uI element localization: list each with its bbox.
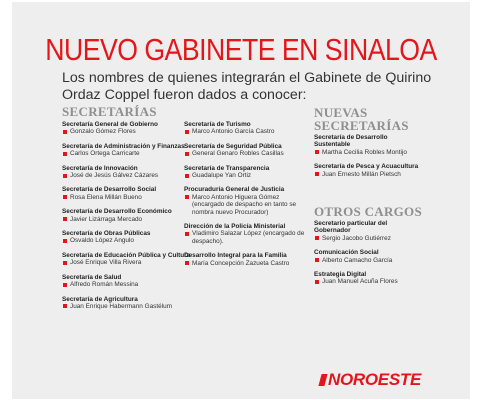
- cabinet-entry: [62, 143, 192, 158]
- person-name: Alberto Camacho García: [322, 256, 393, 264]
- cabinet-person: [314, 171, 424, 178]
- person-name: Marco Antonio Higuera Gómez (encargado de despacho en tanto se nombra nuevo Procurador): [192, 193, 297, 216]
- cabinet-entry: [184, 121, 310, 136]
- bullet-marker: [185, 152, 189, 156]
- secretarias-column-1: [62, 121, 192, 317]
- cabinet-entry: [314, 134, 424, 156]
- bullet-marker: [185, 195, 189, 199]
- cabinet-person: [314, 149, 424, 156]
- cabinet-person: [62, 259, 192, 266]
- intro-text: Los nombres de quienes integrarán el Gabinete de Quirino Ordaz Coppel fueron dados a conocer:: [62, 70, 432, 103]
- bullet-marker: [63, 130, 67, 134]
- cabinet-person: [62, 172, 192, 179]
- cabinet-person: [62, 128, 192, 135]
- heading-otros-cargos: OTROS CARGOS: [314, 204, 422, 219]
- cabinet-entry: [314, 163, 424, 178]
- cabinet-role: Secretaría de Educación Pública y Cultura: [62, 251, 191, 259]
- person-name: Guadalupe Yan Ortiz: [192, 172, 252, 180]
- cabinet-entry: [62, 165, 192, 180]
- cabinet-role: Secretaría de Seguridad Pública: [184, 142, 282, 150]
- cabinet-person: [62, 303, 192, 310]
- cabinet-role: Secretaría de Agricultura: [62, 295, 138, 303]
- bullet-marker: [315, 236, 319, 240]
- cabinet-entry: [62, 208, 192, 223]
- person-name: General Genaro Robles Casillas: [192, 150, 284, 158]
- cabinet-role: Secretaría de Salud: [62, 273, 122, 281]
- cabinet-person: [184, 194, 310, 216]
- cabinet-role: Procuraduría General de Justicia: [184, 186, 285, 194]
- bullet-marker: [315, 172, 319, 176]
- logo-mark-icon: [318, 374, 327, 386]
- bullet-marker: [63, 239, 67, 243]
- cabinet-entry: [62, 274, 192, 289]
- cabinet-role: Secretaría de Administración y Finanzas: [62, 142, 185, 150]
- cabinet-role: Secretaría de Innovación: [62, 164, 138, 172]
- heading-nuevas-secretarias: SECRETARÍAS: [314, 118, 409, 133]
- cabinet-person: [314, 278, 424, 285]
- cabinet-entry: [184, 165, 310, 180]
- bullet-marker: [185, 232, 189, 236]
- cabinet-entry: [184, 252, 310, 267]
- cabinet-role: Secretaría General de Gobierno: [62, 121, 158, 128]
- cabinet-entry: [62, 186, 192, 201]
- cabinet-role: Comunicación Social: [314, 249, 379, 257]
- bullet-marker: [185, 130, 189, 134]
- cabinet-person: [62, 216, 192, 223]
- cabinet-person: [62, 194, 192, 201]
- secretarias-column-2: [184, 121, 310, 274]
- cabinet-role: Secretaría de Pesca y Acuacultura: [314, 163, 419, 171]
- cabinet-entry: [314, 220, 424, 242]
- cabinet-entry: [184, 186, 310, 216]
- cabinet-person: [62, 237, 192, 244]
- nuevas-column: [314, 134, 424, 185]
- bullet-marker: [63, 217, 67, 221]
- person-name: José Enrique Villa Rivera: [70, 259, 142, 267]
- noroeste-logo: [320, 370, 421, 390]
- cabinet-person: [184, 128, 310, 135]
- bullet-marker: [63, 174, 67, 178]
- cabinet-entry: [62, 296, 192, 311]
- person-name: Carlos Ortega Carricarte: [70, 150, 140, 158]
- person-name: Gonzalo Gómez Flores: [70, 128, 136, 136]
- cabinet-role: Secretaría de Transparencia: [184, 164, 270, 172]
- person-name: Martha Cecilia Robles Montijo: [322, 148, 407, 156]
- bullet-marker: [315, 150, 319, 154]
- cabinet-person: [184, 150, 310, 157]
- cabinet-person: [184, 172, 310, 179]
- person-name: María Concepción Zazueta Castro: [192, 259, 290, 267]
- cabinet-entry: [314, 249, 424, 264]
- bullet-marker: [185, 261, 189, 265]
- cabinet-person: [314, 235, 424, 242]
- person-name: Juan Manuel Acuña Flores: [322, 278, 398, 286]
- person-name: José de Jesús Gálvez Cázares: [70, 172, 159, 180]
- bullet-marker: [63, 152, 67, 156]
- person-name: Vladimiro Salazar López (encargado de despacho).: [192, 230, 305, 245]
- cabinet-role: Estrategia Digital: [314, 271, 367, 279]
- cabinet-role: Secretaría de Desarrollo Sustentable: [314, 134, 388, 149]
- person-name: Osvaldo López Angulo: [70, 237, 134, 245]
- bullet-marker: [315, 280, 319, 284]
- otros-column: [314, 220, 424, 293]
- heading-secretarias: SECRETARÍAS: [62, 104, 157, 119]
- cabinet-entry: [314, 271, 424, 286]
- page-title: NUEVO GABINETE EN SINALOA: [45, 32, 437, 67]
- bullet-marker: [63, 261, 67, 265]
- bullet-marker: [63, 195, 67, 199]
- cabinet-role: Secretaría de Desarrollo Social: [62, 186, 157, 194]
- cabinet-role: Secretaría de Obras Públicas: [62, 230, 151, 238]
- heading-nuevas: NUEVAS: [314, 105, 368, 120]
- bullet-marker: [63, 304, 67, 308]
- logo-text: NOROESTE: [328, 370, 422, 389]
- cabinet-role: Secretaría de Turismo: [184, 121, 251, 128]
- person-name: Juan Enrique Habermann Gastélum: [70, 302, 172, 310]
- cabinet-person: [314, 257, 424, 264]
- cabinet-entry: [62, 252, 192, 267]
- cabinet-role: Secretaría de Desarrollo Económico: [62, 208, 172, 216]
- cabinet-person: [184, 230, 310, 245]
- cabinet-role: Dirección de la Policía Ministerial: [184, 223, 286, 231]
- cabinet-role: Secretario particular del Gobernador: [314, 220, 388, 235]
- cabinet-role: Desarrollo Integral para la Familia: [184, 252, 287, 260]
- cabinet-entry: [184, 223, 310, 245]
- cabinet-person: [184, 260, 310, 267]
- bullet-marker: [315, 258, 319, 262]
- cabinet-entry: [184, 143, 310, 158]
- person-name: Juan Ernesto Millán Pietsch: [322, 170, 401, 178]
- person-name: Alfredo Román Messina: [70, 281, 139, 289]
- bullet-marker: [185, 174, 189, 178]
- cabinet-entry: [62, 121, 192, 136]
- person-name: Sergio Jacobo Gutiérrez: [322, 234, 391, 242]
- person-name: Marco Antonio García Castro: [192, 128, 275, 136]
- cabinet-person: [62, 150, 192, 157]
- cabinet-person: [62, 281, 192, 288]
- cabinet-entry: [62, 230, 192, 245]
- person-name: Rosa Elena Millán Bueno: [70, 193, 142, 201]
- bullet-marker: [63, 283, 67, 287]
- person-name: Javier Lizárraga Mercado: [70, 215, 143, 223]
